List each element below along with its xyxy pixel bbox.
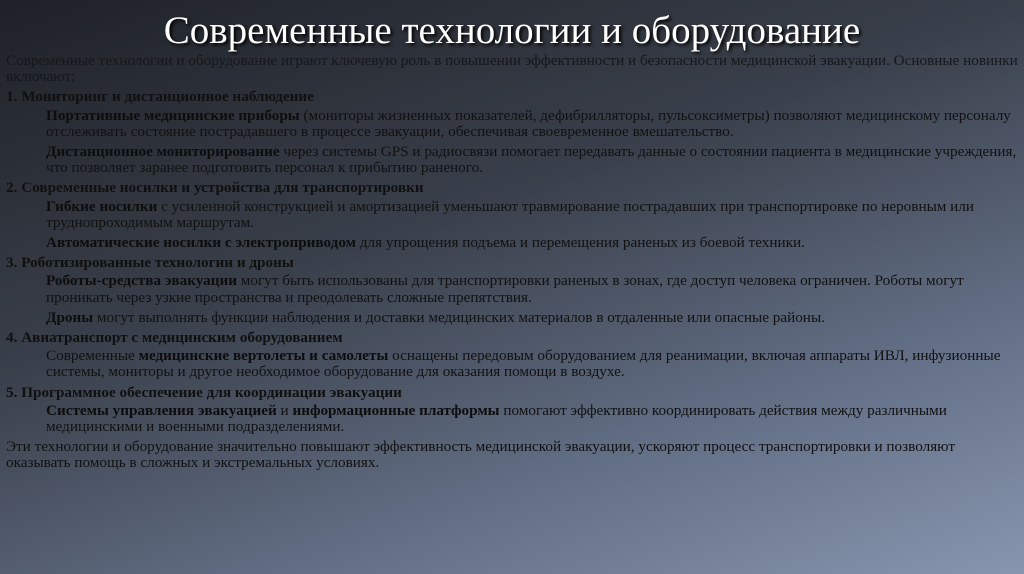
item-text: для упрощения подъема и перемещения раненых из боевой техники. xyxy=(356,234,805,252)
item-text: с усиленной конструкцией и амортизацией уменьшают травмирование пострадавших при транспортировке по неровным или труднопроходимым маршрутам. xyxy=(46,197,975,231)
section-monitoring xyxy=(6,89,1020,176)
item-text: (мониторы жизненных показателей, дефибрилляторы, пульсоксиметры) позволяют медицинскому персоналу отслеживать состояние пострадавшего в процессе эвакуации, обеспечивая своевременное вмешательство. xyxy=(46,106,1011,140)
section-item xyxy=(46,144,1020,176)
section-item xyxy=(46,403,1020,435)
slide-content xyxy=(6,53,1020,476)
section-heading: 3. Роботизированные технологии и дроны xyxy=(6,254,294,272)
item-text: через системы GPS и радиосвязи помогает передавать данные о состоянии пациента в медицинские учреждения, что позволяет заранее подготовить персонал к прибытию раненого. xyxy=(46,143,1017,177)
item-text: оснащены передовым оборудованием для реанимации, включая аппараты ИВЛ, инфузионные системы, мониторы и другое необходимое оборудование для оказания помощи в воздухе. xyxy=(46,347,1001,381)
item-bold: Системы управления эвакуацией xyxy=(46,401,277,419)
item-bold: Дроны xyxy=(46,308,94,326)
item-bold: Гибкие носилки xyxy=(46,197,158,215)
item-bold: медицинские вертолеты и самолеты xyxy=(138,347,389,365)
item-lead: Современные xyxy=(46,347,139,365)
item-text: могут выполнять функции наблюдения и доставки медицинских материалов в отдаленные или опасные районы. xyxy=(93,308,825,326)
intro-paragraph: Современные технологии и оборудование играют ключевую роль в повышении эффективности и безопасности медицинской эвакуации. Основные новинки включают: xyxy=(6,52,1018,86)
slide-title: Современные технологии и оборудование xyxy=(163,9,861,52)
conclusion-paragraph: Эти технологии и оборудование значительно повышают эффективность медицинской эвакуации, ускоряют процесс транспортировки и позволяют оказывать помощь в сложных и экстремальных условиях. xyxy=(6,438,955,472)
item-text: могут быть использованы для транспортировки раненых в зонах, где доступ человека ограничен. Роботы могут проникать через узкие пространства и преодолевать сложные препятствия. xyxy=(46,272,964,306)
item-mid: и xyxy=(276,401,293,419)
section-item xyxy=(46,199,1020,231)
item-bold: Портативные медицинские приборы xyxy=(46,106,300,124)
section-item xyxy=(46,108,1020,140)
item-bold: Дистанционное мониторирование xyxy=(46,143,280,161)
item-text: помогают эффективно координировать действия между различными медицинскими и военными подразделениями. xyxy=(46,401,947,436)
item-bold: Автоматические носилки с электроприводом xyxy=(46,234,356,252)
section-heading: 1. Мониторинг и дистанционное наблюдение xyxy=(6,88,314,106)
section-stretchers xyxy=(6,180,1020,251)
section-software xyxy=(6,385,1020,436)
section-heading: 5. Программное обеспечение для координации эвакуации xyxy=(6,383,402,401)
section-item xyxy=(46,273,1020,305)
section-item xyxy=(46,348,1020,380)
section-heading: 2. Современные носилки и устройства для транспортировки xyxy=(6,179,424,197)
item-bold: информационные платформы xyxy=(292,401,500,419)
section-item xyxy=(46,235,1020,251)
item-bold: Роботы-средства эвакуации xyxy=(46,272,237,290)
section-item xyxy=(46,310,1020,326)
section-robotics xyxy=(6,255,1020,326)
section-heading: 4. Авиатранспорт с медицинским оборудованием xyxy=(6,329,343,347)
section-aviation xyxy=(6,330,1020,381)
